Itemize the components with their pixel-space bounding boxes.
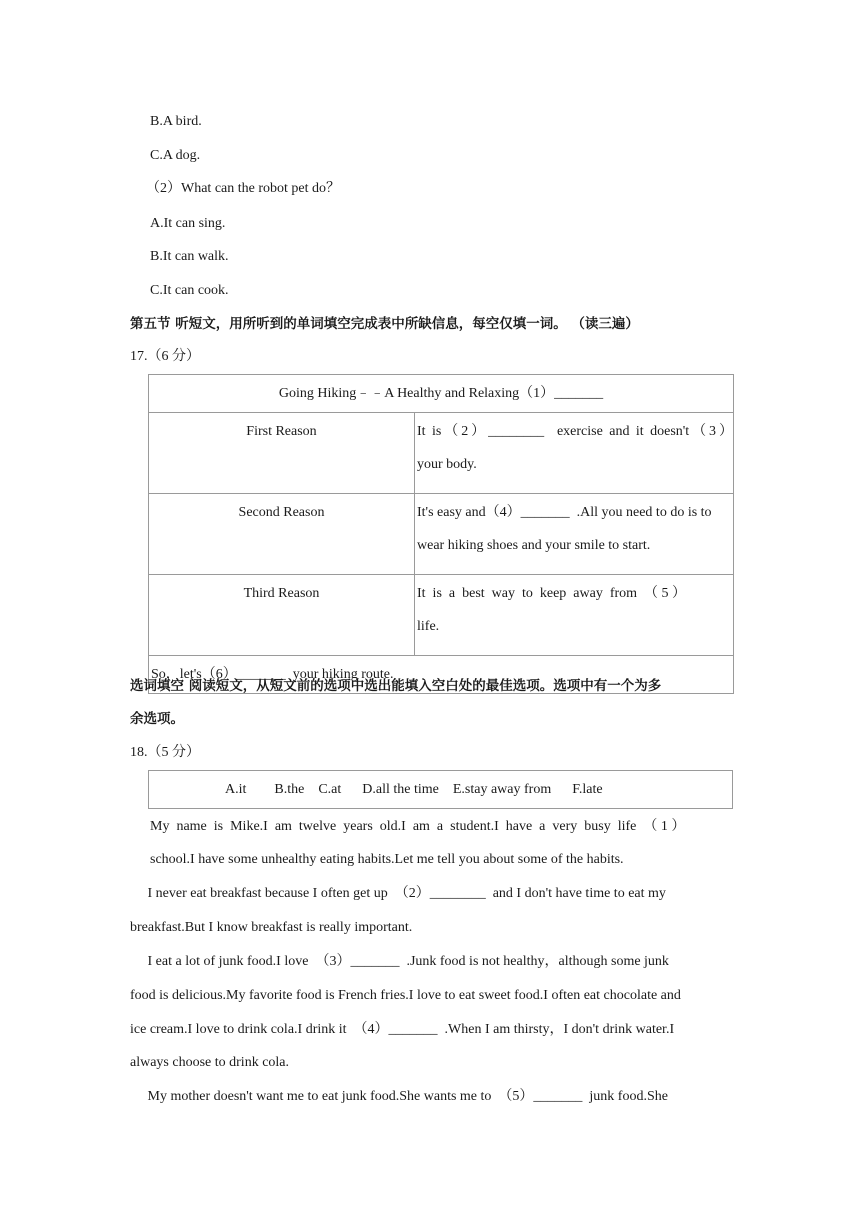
row-label: Third Reason [149, 575, 415, 656]
option-q2-b: B.It can walk. [150, 249, 229, 264]
question-18-number: 18.（5 分） [130, 745, 200, 760]
passage-line: breakfast.But I know breakfast is really important. [130, 920, 413, 935]
question-2-text: （2）What can the robot pet do？ [146, 181, 341, 196]
row-label: Second Reason [149, 494, 415, 575]
fill-section-heading-line2: 余选项。 [130, 711, 184, 727]
question-17-number: 17.（6 分） [130, 349, 200, 364]
table-title: Going Hiking﹣﹣A Healthy and Relaxing（1）_______ [149, 375, 734, 413]
passage-line: My mother doesn't want me to eat junk food.She wants me to （5）_______ junk food.She [130, 1089, 668, 1104]
word-options-box [148, 770, 733, 809]
row-label: First Reason [149, 413, 415, 494]
row-text-line1: It's easy and（4）_______ .All you need to do is to [417, 505, 712, 520]
row-text-line2: wear hiking shoes and your smile to start. [417, 538, 651, 553]
passage-line: I eat a lot of junk food.I love （3）_______ .Junk food is not healthy，although some junk [130, 954, 669, 969]
option-q2-c: C.It can cook. [150, 283, 229, 298]
row-text-line2: life. [417, 619, 440, 634]
row-text-line2: your body. [417, 457, 477, 472]
option-q2-a: A.It can sing. [150, 216, 226, 231]
passage-line: I never eat breakfast because I often get up （2）________ and I don't have time to eat my [130, 886, 666, 901]
passage-line: always choose to drink cola. [130, 1055, 290, 1070]
passage-line: school.I have some unhealthy eating habits.Let me tell you about some of the habits. [150, 852, 624, 867]
option-q1-b: B.A bird. [150, 114, 202, 129]
row-text-line1: It is a best way to keep away from （ 5 ） [417, 586, 687, 601]
section-5-heading: 第五节 听短文，用所听到的单词填空完成表中所缺信息，每空仅填一词。 （读三遍） [130, 316, 639, 332]
passage-line: food is delicious.My favorite food is French fries.I love to eat sweet food.I often eat chocolate and [130, 988, 681, 1003]
passage-line: My name is Mike.I am twelve years old.I am a student.I have a very busy life （ 1 ） [150, 819, 686, 834]
table-row [149, 494, 734, 575]
option-q1-c: C.A dog. [150, 148, 201, 163]
table-row [149, 413, 734, 494]
hiking-info-table [148, 374, 734, 694]
passage-line: ice cream.I love to drink cola.I drink it （4）_______ .When I am thirsty，I don't drink water.I [130, 1022, 675, 1037]
table-row [149, 575, 734, 656]
table-footer: So，let's（6）_______ your hiking route. [149, 656, 734, 694]
fill-section-heading-line1: 选词填空 阅读短文，从短文前的选项中选出能填入空白处的最佳选项。选项中有一个为多 [130, 678, 662, 694]
row-text-line1: It is（2）________ exercise and it doesn't（3） [417, 424, 733, 439]
word-options: A.it B.the C.at D.all the time E.stay away from F.late [149, 771, 733, 809]
